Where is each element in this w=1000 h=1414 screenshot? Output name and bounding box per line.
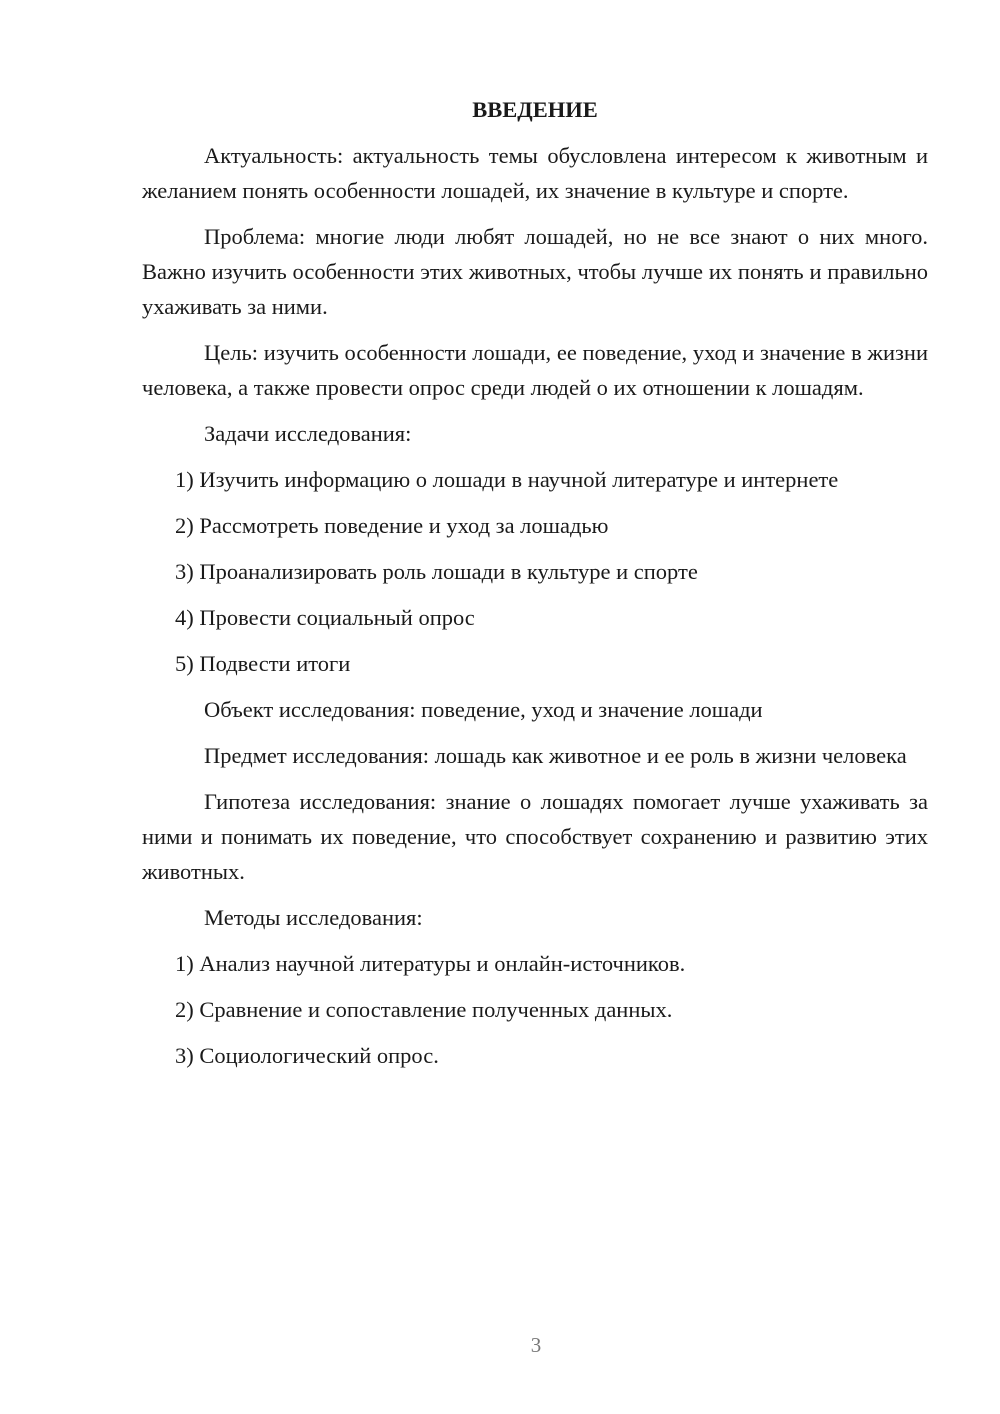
list-item: 5) Подвести итоги	[175, 651, 351, 676]
subject-paragraph: Предмет исследования: лошадь как животное и ее роль в жизни человека	[204, 743, 907, 768]
tasks-list	[142, 462, 928, 681]
list-item: 2) Рассмотреть поведение и уход за лошадью	[175, 513, 609, 538]
section-title: ВВЕДЕНИЕ	[472, 97, 598, 122]
list-item: 3) Проанализировать роль лошади в культуре и спорте	[175, 559, 698, 584]
list-item: 1) Анализ научной литературы и онлайн-источников.	[175, 951, 686, 976]
methods-list	[142, 946, 928, 1073]
list-item: 3) Социологический опрос.	[175, 1043, 439, 1068]
goal-paragraph: Цель: изучить особенности лошади, ее поведение, уход и значение в жизни человека, а также провести опрос среди людей о их отношении к лошадям.	[142, 340, 928, 400]
page-content	[142, 92, 928, 1084]
object-paragraph: Объект исследования: поведение, уход и значение лошади	[204, 697, 763, 722]
list-item: 2) Сравнение и сопоставление полученных данных.	[175, 997, 673, 1022]
page-number: 3	[530, 1333, 542, 1357]
methods-heading: Методы исследования:	[204, 905, 423, 930]
relevance-paragraph: Актуальность: актуальность темы обусловлена интересом к животным и желанием понять особенности лошадей, их значение в культуре и спорте.	[142, 143, 928, 203]
list-item: 4) Провести социальный опрос	[175, 605, 475, 630]
tasks-heading: Задачи исследования:	[204, 421, 412, 446]
problem-paragraph: Проблема: многие люди любят лошадей, но не все знают о них много. Важно изучить особенности этих животных, чтобы лучше их понять и правильно ухаживать за ними.	[142, 224, 928, 319]
hypothesis-paragraph: Гипотеза исследования: знание о лошадях помогает лучше ухаживать за ними и понимать их поведение, что способствует сохранению и развитию этих животных.	[142, 789, 928, 884]
list-item: 1) Изучить информацию о лошади в научной литературе и интернете	[175, 467, 839, 492]
